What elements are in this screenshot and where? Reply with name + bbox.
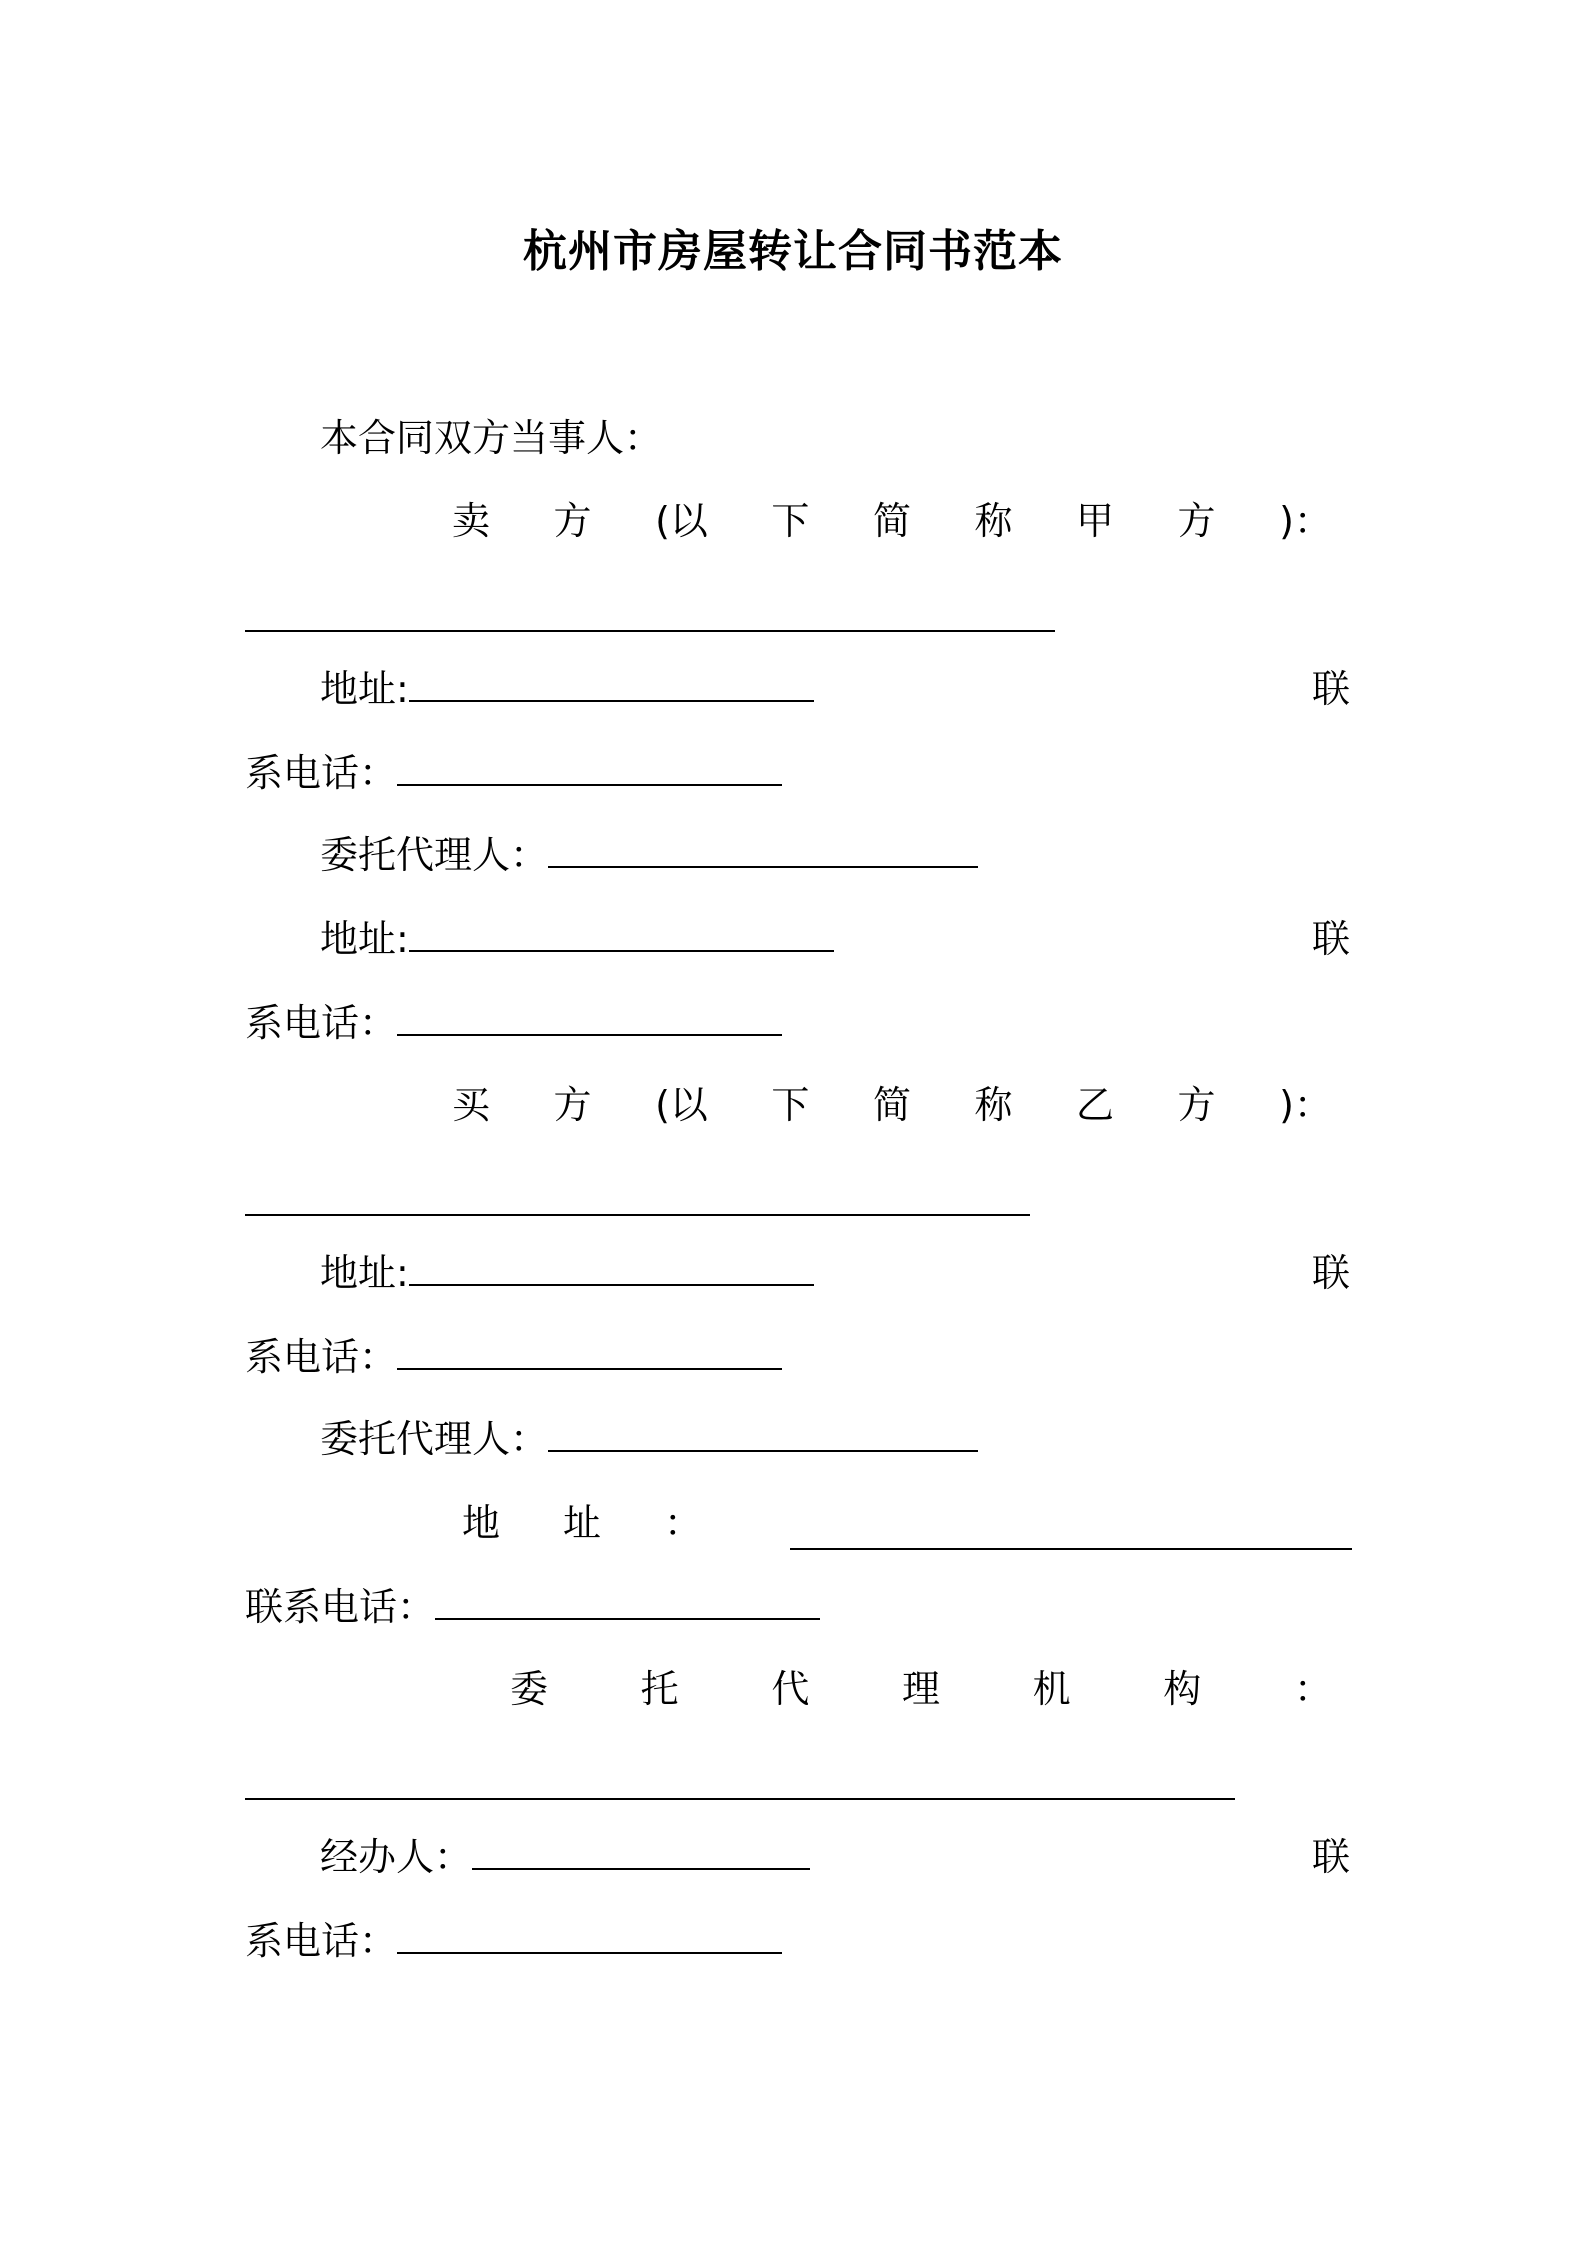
buyer-phone-blank[interactable] [397, 1332, 782, 1370]
lian-label: 联 [1312, 1835, 1351, 1879]
agency-header-char: 托 [640, 1667, 679, 1711]
lian-label: 联 [1312, 1251, 1351, 1295]
agency-header-char: 委 [510, 1667, 549, 1711]
buyer-agent-phone-blank[interactable] [435, 1582, 820, 1620]
buyer-agent-row [320, 1414, 978, 1464]
agency-header-char: 构 [1163, 1667, 1202, 1711]
phone-label: 系电话： [245, 1919, 398, 1963]
seller-name-blank[interactable] [245, 628, 1055, 632]
buyer-header-char: 简 [872, 1083, 911, 1127]
address-char: 地 [462, 1501, 501, 1545]
buyer-name-blank[interactable] [245, 1212, 1030, 1216]
seller-agent-address-blank[interactable] [409, 914, 834, 952]
lian-label: 联 [1312, 917, 1351, 961]
buyer-header [452, 1080, 1332, 1130]
handler-blank[interactable] [472, 1832, 810, 1870]
buyer-agent-address-blank[interactable] [790, 1546, 1352, 1550]
buyer-header-char: 方 [1177, 1083, 1216, 1127]
agent-label: 委托代理人： [320, 833, 549, 877]
buyer-header-char: 下 [771, 1083, 810, 1127]
seller-agent-phone-row [245, 998, 782, 1048]
seller-agent-blank[interactable] [548, 830, 978, 868]
phone-label: 系电话： [245, 751, 398, 795]
address-label: 地址: [320, 917, 409, 961]
seller-header-char: 称 [974, 499, 1013, 543]
buyer-agent-blank[interactable] [548, 1414, 978, 1452]
intro-text: 本合同双方当事人： [320, 416, 663, 460]
seller-header-char: 方 [553, 499, 592, 543]
buyer-header-char: 称 [974, 1083, 1013, 1127]
buyer-header-char: 方 [553, 1083, 592, 1127]
agency-header-char: ： [1293, 1667, 1332, 1711]
address-label: 地址: [320, 667, 409, 711]
seller-phone-blank[interactable] [397, 748, 782, 786]
seller-agent-phone-blank[interactable] [397, 998, 782, 1036]
phone-label: 系电话： [245, 1335, 398, 1379]
seller-header-char: 卖 [452, 499, 491, 543]
seller-header-char: 方 [1177, 499, 1216, 543]
seller-header-char: 简 [872, 499, 911, 543]
phone-label: 系电话： [245, 1001, 398, 1045]
agency-header [510, 1664, 1332, 1714]
handler-phone-row [245, 1916, 782, 1966]
address-char: 址 [562, 1501, 601, 1545]
address-label: 地址: [320, 1251, 409, 1295]
page-title: 杭州市房屋转让合同书范本 [523, 226, 1063, 277]
seller-header-char: 甲 [1076, 499, 1115, 543]
seller-address-blank[interactable] [409, 664, 814, 702]
agency-header-char: 机 [1032, 1667, 1071, 1711]
seller-agent-address-row [320, 914, 834, 964]
seller-header-char: 下 [771, 499, 810, 543]
handler-row [320, 1832, 810, 1882]
seller-header-char: )： [1279, 499, 1332, 543]
buyer-header-char: (以 [655, 1083, 708, 1127]
agency-header-char: 理 [901, 1667, 940, 1711]
buyer-header-char: 买 [452, 1083, 491, 1127]
buyer-address-blank[interactable] [409, 1248, 814, 1286]
buyer-agent-phone-row [245, 1582, 820, 1632]
address-char: ： [663, 1501, 702, 1545]
buyer-agent-address-label [462, 1498, 702, 1548]
seller-header [452, 496, 1332, 546]
agency-name-blank[interactable] [245, 1796, 1235, 1800]
seller-phone-row [245, 748, 782, 798]
agency-header-char: 代 [771, 1667, 810, 1711]
agent-label: 委托代理人： [320, 1417, 549, 1461]
buyer-phone-row [245, 1332, 782, 1382]
buyer-address-row [320, 1248, 814, 1298]
seller-address-row [320, 664, 814, 714]
buyer-header-char: 乙 [1076, 1083, 1115, 1127]
seller-agent-row [320, 830, 978, 880]
handler-label: 经办人： [320, 1835, 473, 1879]
seller-header-char: (以 [655, 499, 708, 543]
handler-phone-blank[interactable] [397, 1916, 782, 1954]
lian-label: 联 [1312, 667, 1351, 711]
buyer-header-char: )： [1279, 1083, 1332, 1127]
full-phone-label: 联系电话： [245, 1585, 436, 1629]
